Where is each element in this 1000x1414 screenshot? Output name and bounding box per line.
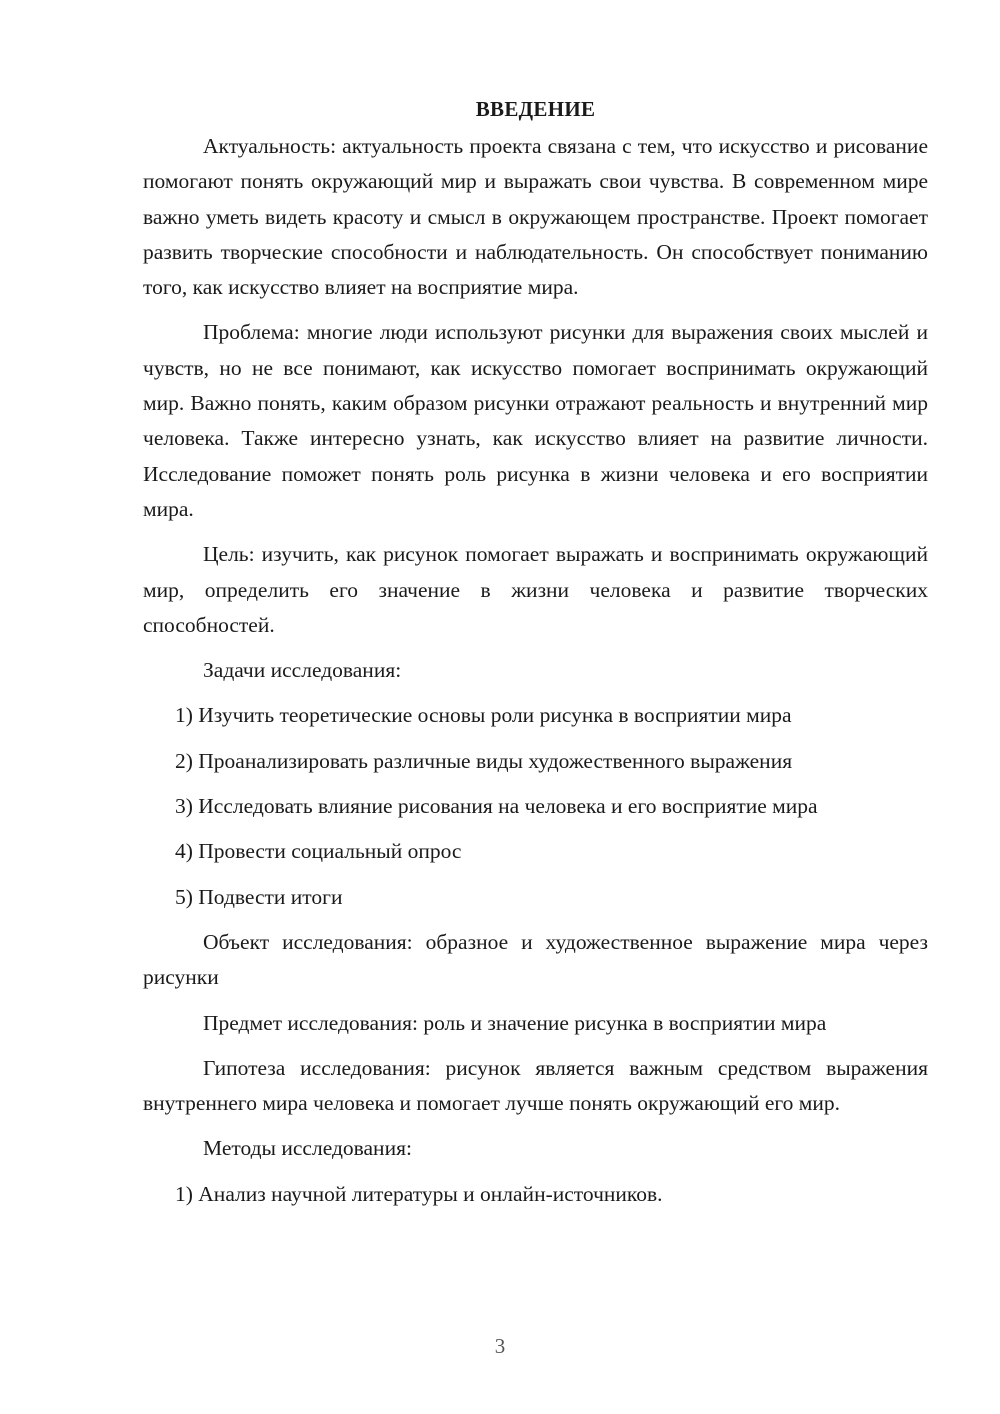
- tasks-heading: Задачи исследования:: [203, 658, 402, 683]
- method-item: 1) Анализ научной литературы и онлайн-источников.: [175, 1181, 663, 1206]
- tasks-list: [143, 698, 928, 914]
- page-number: 3: [494, 1334, 506, 1358]
- task-item: 2) Проанализировать различные виды художественного выражения: [175, 748, 793, 773]
- methods-heading: Методы исследования:: [203, 1136, 412, 1161]
- paragraph-relevance: Актуальность: актуальность проекта связана с тем, что искусство и рисование помогают понять окружающий мир и выражать свои чувства. В современном мире важно уметь видеть красоту и смысл в окружающем пространстве. Проект помогает развить творческие способности и наблюдательность. Он способствует пониманию того, как искусство влияет на восприятие мира.: [143, 134, 928, 300]
- section-title: ВВЕДЕНИЕ: [475, 97, 596, 121]
- paragraph-hypothesis: Гипотеза исследования: рисунок является важным средством выражения внутреннего мира человека и помогает лучше понять окружающий его мир.: [143, 1055, 928, 1116]
- task-item: 3) Исследовать влияние рисования на человека и его восприятие мира: [175, 794, 818, 819]
- task-item: 5) Подвести итоги: [175, 884, 343, 909]
- task-item: 4) Провести социальный опрос: [175, 839, 462, 864]
- task-item: 1) Изучить теоретические основы роли рисунка в восприятии мира: [175, 703, 792, 728]
- page-content: [143, 92, 928, 1222]
- paragraph-subject: Предмет исследования: роль и значение рисунка в восприятии мира: [203, 1010, 827, 1035]
- paragraph-object: Объект исследования: образное и художественное выражение мира через рисунки: [143, 929, 928, 990]
- paragraph-problem: Проблема: многие люди используют рисунки для выражения своих мыслей и чувств, но не все понимают, как искусство помогает воспринимать окружающий мир. Важно понять, каким образом рисунки отражают реальность и внутренний мир человека. Также интересно узнать, как искусство влияет на развитие личности. Исследование поможет понять роль рисунка в жизни человека и его восприятии мира.: [143, 320, 928, 521]
- paragraph-goal: Цель: изучить, как рисунок помогает выражать и воспринимать окружающий мир, определить его значение в жизни человека и развитие творческих способностей.: [143, 542, 928, 637]
- methods-list: [143, 1177, 928, 1212]
